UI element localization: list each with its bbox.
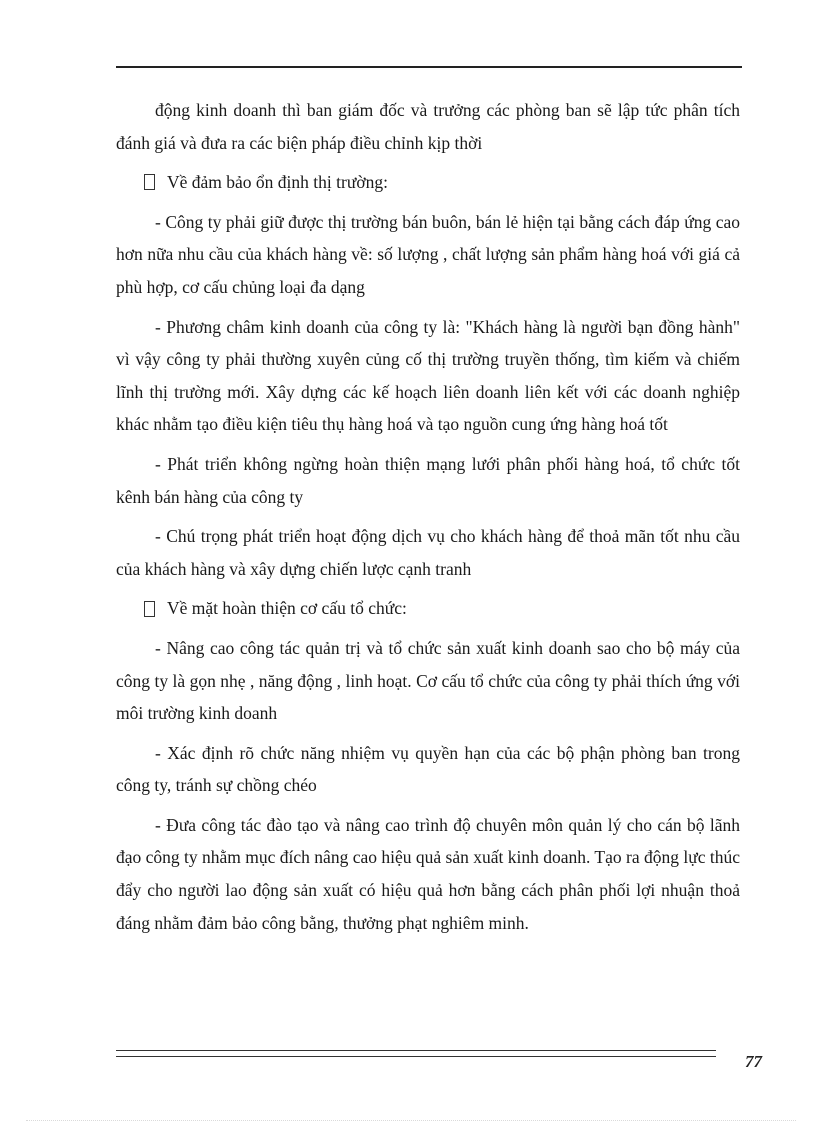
document-body bbox=[116, 94, 740, 946]
section-heading-text: Về đảm bảo ổn định thị trường: bbox=[167, 172, 388, 193]
page-bottom-divider bbox=[26, 1120, 796, 1121]
checkbox-bullet-icon bbox=[144, 174, 155, 190]
paragraph: - Công ty phải giữ được thị trường bán buôn, bán lẻ hiện tại bằng cách đáp ứng cao hơn nữa nhu cầu của khách hàng về: số lượng , chất lượng sản phẩm hàng hoá với giá cả phù hợp, cơ cấu chủng loại đa dạng bbox=[116, 211, 740, 297]
paragraph: - Phát triển không ngừng hoàn thiện mạng lưới phân phối hàng hoá, tổ chức tốt kênh bán hàng của công ty bbox=[116, 453, 740, 507]
section-heading bbox=[116, 166, 740, 199]
header-rule bbox=[116, 66, 742, 68]
paragraph: - Nâng cao công tác quản trị và tổ chức sản xuất kinh doanh sao cho bộ máy của công ty là gọn nhẹ , năng động , linh hoạt. Cơ cấu tổ chức của công ty phải thích ứng với môi trường kinh doanh bbox=[116, 637, 740, 724]
section-heading bbox=[116, 592, 740, 625]
paragraph: động kinh doanh thì ban giám đốc và trưởng các phòng ban sẽ lập tức phân tích đánh giá và đưa ra các biện pháp điều chỉnh kịp thời bbox=[116, 100, 740, 153]
page-number: 77 bbox=[745, 1052, 762, 1071]
paragraph: - Xác định rõ chức năng nhiệm vụ quyền hạn của các bộ phận phòng ban trong công ty, tránh sự chồng chéo bbox=[116, 742, 740, 796]
section-heading-text: Về mặt hoàn thiện cơ cấu tổ chức: bbox=[167, 598, 407, 619]
paragraph: - Đưa công tác đào tạo và nâng cao trình độ chuyên môn quản lý cho cán bộ lãnh đạo công ty nhằm mục đích nâng cao hiệu quả sản xuất kinh doanh. Tạo ra động lực thúc đẩy cho người lao động sản xuất có hiệu quả hơn bằng cách phân phối lợi nhuận thoả đáng nhằm đảm bảo công bằng, thưởng phạt nghiêm minh. bbox=[116, 814, 740, 933]
footer-rule bbox=[116, 1050, 716, 1057]
checkbox-bullet-icon bbox=[144, 601, 155, 617]
paragraph: - Chú trọng phát triển hoạt động dịch vụ cho khách hàng để thoả mãn tốt nhu cầu của khách hàng và xây dựng chiến lược cạnh tranh bbox=[116, 526, 740, 579]
paragraph: - Phương châm kinh doanh của công ty là: "Khách hàng là người bạn đồng hành" vì vậy công ty phải thường xuyên củng cố thị trường truyền thống, tìm kiếm và chiếm lĩnh thị trường mới. Xây dựng các kế hoạch liên doanh liên kết với các doanh nghiệp khác nhằm tạo điều kiện tiêu thụ hàng hoá và tạo nguồn cung ứng hàng hoá tốt bbox=[116, 316, 740, 435]
